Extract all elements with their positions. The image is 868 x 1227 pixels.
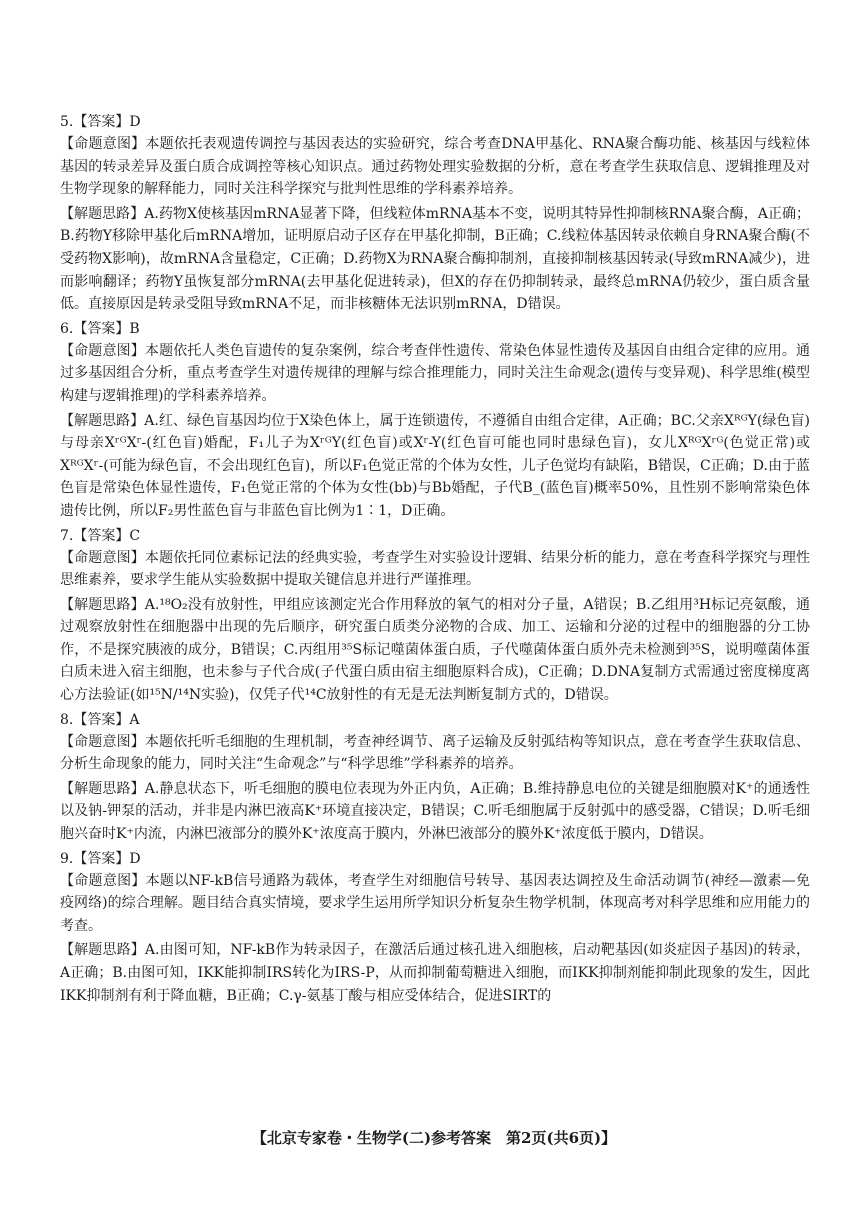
question-number: 9.: [60, 850, 74, 867]
analysis-paragraph: 【解题思路】A.由图可知，NF-kB作为转录因子，在激活后通过核孔进入细胞核，启动靶基因(如炎症因子基因)的转录，A正确；B.由图可知，IKK能抑制IRS转化为IRS-P，从而抑制葡萄糖进入细胞，而IKK抑制剂能抑制此现象的发生，因此IKK抑制剂有利于降血糖，B正确；C.γ-氨基丁酸与相应受体结合，促进SIRT的: [60, 942, 810, 1004]
answer-text: 【答案】A: [73, 711, 140, 728]
question-number: 8.: [60, 711, 74, 728]
question-5: [60, 111, 810, 316]
page-footer: 【北京专家卷・生物学(二)参考答案 第2页(共6页)】: [251, 1129, 617, 1147]
intent-paragraph: 【命题意图】本题依托同位素标记法的经典实验，考查学生对实验设计逻辑、结果分析的能力，意在考查科学探究与理性思维素养，要求学生能从实验数据中提取关键信息并进行严谨推理。: [60, 549, 810, 589]
question-6: [60, 318, 810, 523]
answer-line: [60, 318, 810, 340]
question-8: [60, 709, 810, 846]
question-number: 6.: [60, 320, 74, 337]
answer-text: 【答案】B: [73, 320, 140, 337]
answer-text: 【答案】D: [73, 850, 141, 867]
question-number: 7.: [60, 527, 74, 544]
answer-text: 【答案】D: [73, 114, 141, 130]
intent-paragraph: 【命题意图】本题依托听毛细胞的生理机制，考查神经调节、离子运输及反射弧结构等知识点，意在考查学生获取信息、分析生命现象的能力，同时关注“生命观念”与“科学思维”学科素养的培养。: [60, 733, 810, 773]
answer-line: [60, 848, 810, 870]
intent-paragraph: 【命题意图】本题依托表观遗传调控与基因表达的实验研究，综合考查DNA甲基化、RNA聚合酶功能、核基因与线粒体基因的转录差异及蛋白质合成调控等核心知识点。通过药物处理实验数据的分析，意在考查学生获取信息、逻辑推理及对生物学现象的解释能力，同时关注科学探究与批判性思维的学科素养培养。: [60, 136, 810, 198]
question-7: [60, 525, 810, 707]
analysis-paragraph: 【解题思路】A.药物X使核基因mRNA显著下降，但线粒体mRNA基本不变，说明其特异性抑制核RNA聚合酶，A正确；B.药物Y移除甲基化后mRNA增加，证明原启动子区存在甲基化抑制，B正确；C.线粒体基因转录依赖自身RNA聚合酶(不受药物X影响)，故mRNA含量稳定，C正确；D.药物X为RNA聚合酶抑制剂，直接抑制核基因转录(导致mRNA减少)，进而影响翻译；药物Y虽恢复部分mRNA(去甲基化促进转录)，但X的存在仍抑制转录，最终总mRNA仍较少，蛋白质含量低。直接原因是转录受阻导致mRNA不足，而非核糖体无法识别mRNA，D错误。: [60, 205, 810, 313]
analysis-paragraph: 【解题思路】A.¹⁸O₂没有放射性，甲组应该测定光合作用释放的氧气的相对分子量，A错误；B.乙组用³H标记亮氨酸，通过观察放射性在细胞器中出现的先后顺序，研究蛋白质类分泌物的合成、加工、运输和分泌的过程中的细胞器的分工协作，不是探究胰液的成分，B错误；C.丙组用³⁵S标记噬菌体蛋白质，子代噬菌体蛋白质外壳未检测到³⁵S，说明噬菌体蛋白质未进入宿主细胞，也未参与子代合成(子代蛋白质由宿主细胞原料合成)，C正确；D.DNA复制方式需通过密度梯度离心方法验证(如¹⁵N/¹⁴N实验)，仅凭子代¹⁴C放射性的有无是无法判断复制方式的，D错误。: [60, 596, 810, 704]
answer-content: [60, 111, 810, 1009]
intent-paragraph: 【命题意图】本题以NF-kB信号通路为载体，考查学生对细胞信号转导、基因表达调控及生命活动调节(神经—激素—免疫网络)的综合理解。题目结合真实情境，要求学生运用所学知识分析复杂生物学机制，体现高考对科学思维和应用能力的考查。: [60, 872, 810, 934]
analysis-paragraph: 【解题思路】A.红、绿色盲基因均位于X染色体上，属于连锁遗传，不遵循自由组合定律，A正确；BC.父亲XᴿᴳY(绿色盲)与母亲XʳᴳXʳ-(红色盲)婚配，F₁儿子为XʳᴳY(红色盲)或Xʳ-Y(红色盲可能也同时患绿色盲)，女儿XᴿᴳXʳᴳ(色觉正常)或XᴿᴳXʳ-(可能为绿色盲，不会出现红色盲)，所以F₁色觉正常的个体为女性，儿子色觉均有缺陷，B错误，C正确；D.由于蓝色盲是常染色体显性遗传，F₁色觉正常的个体为女性(bb)与Bb婚配，子代B_(蓝色盲)概率50%，且性别不影响常染色体遗传比例，所以F₂男性蓝色盲与非蓝色盲比例为1∶1，D正确。: [60, 412, 810, 519]
question-number: 5.: [60, 114, 74, 130]
answer-text: 【答案】C: [73, 527, 141, 544]
analysis-paragraph: 【解题思路】A.静息状态下，听毛细胞的膜电位表现为外正内负，A正确；B.维持静息电位的关键是细胞膜对K⁺的通透性以及钠-钾泵的活动，并非是内淋巴液高K⁺环境直接决定，B错误；C.听毛细胞属于反射弧中的感受器，C错误；D.听毛细胞兴奋时K⁺内流，内淋巴液部分的膜外K⁺浓度高于膜内，外淋巴液部分的膜外K⁺浓度低于膜内，D错误。: [60, 780, 810, 843]
answer-line: [60, 111, 810, 133]
answer-line: [60, 525, 810, 547]
intent-paragraph: 【命题意图】本题依托人类色盲遗传的复杂案例，综合考查伴性遗传、常染色体显性遗传及基因自由组合定律的应用。通过多基因组合分析，重点考查学生对遗传规律的理解与综合推理能力，同时关注生命观念(遗传与变异观)、科学思维(模型构建与逻辑推理)的学科素养培养。: [60, 342, 810, 404]
answer-line: [60, 709, 810, 731]
question-9: [60, 848, 810, 1008]
